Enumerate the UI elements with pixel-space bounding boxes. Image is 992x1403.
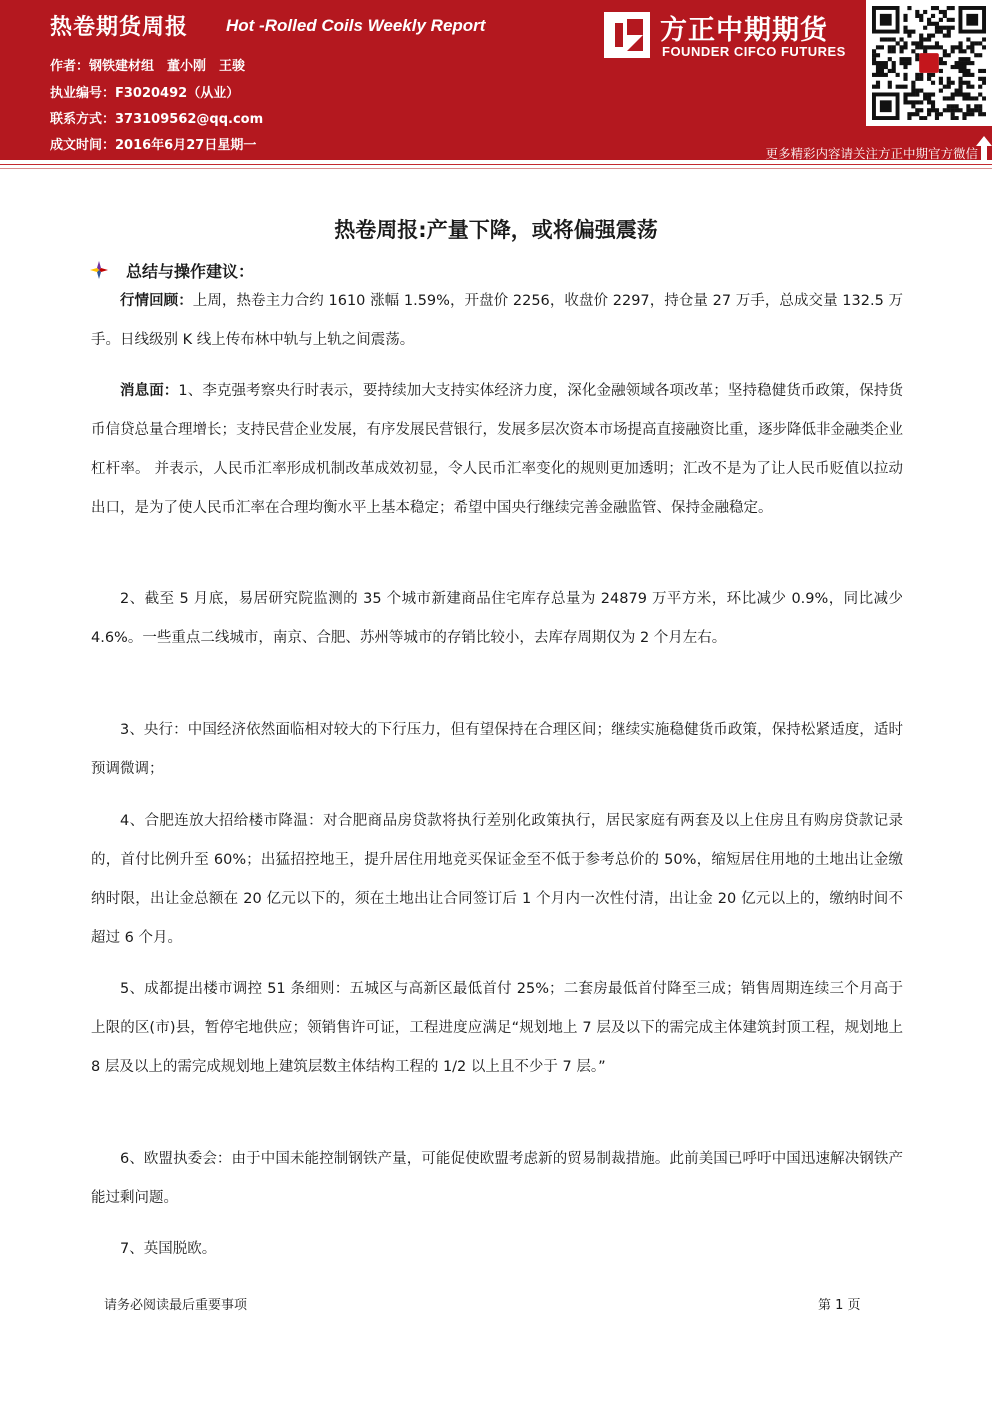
up-arrow-icon <box>976 136 992 160</box>
report-title-cn: 热卷期货周报 <box>50 15 189 40</box>
paragraph-text: 上周，热卷主力合约 1610 涨幅 1.59%，开盘价 2256，收盘价 2297，持仓量 27 万手，总成交量 132.5 万手。日线级别 K 线上传布林中轨与上轨之间震荡。 <box>91 293 903 348</box>
paragraph-lead: 行情回顾： <box>120 293 193 309</box>
paragraph-text: 4、合肥连放大招给楼市降温：对合肥商品房贷款将执行差别化政策执行，居民家庭有两套及以上住房且有购房贷款记录的，首付比例升至 60%；出猛招控地王，提升居住用地竞买保证金至不低于参考总价的 50%，缩短居住用地的土地出让金缴纳时限，出让金总额在 20 亿元以下的，须在土地出让合同签订后 1 个月内一次性付清，出让金 20 亿元以上的，缴纳时间不超过 6 个月。 <box>91 813 903 946</box>
company-name-cn: 方正中期期货 <box>660 15 828 46</box>
paragraph-news-6 <box>91 1140 903 1218</box>
diamond-bullet-icon <box>90 261 108 279</box>
report-title-en: Hot -Rolled Coils Weekly Report <box>226 16 486 35</box>
company-logo <box>604 8 856 68</box>
author-line: 作者：钢铁建材组 董小刚 王骏 <box>50 59 246 74</box>
date-line: 成文时间：2016年6月27日星期一 <box>50 138 257 153</box>
paragraph-news-1 <box>91 372 903 528</box>
paragraph-text: 7、英国脱欧。 <box>120 1241 217 1257</box>
header-divider <box>0 162 992 178</box>
paragraph-text: 3、央行：中国经济依然面临相对较大的下行压力，但有望保持在合理区间；继续实施稳健货币政策，保持松紧适度，适时预调微调； <box>91 722 903 777</box>
paragraph-news-3 <box>91 711 903 789</box>
paragraph-text: 2、截至 5 月底，易居研究院监测的 35 个城市新建商品住宅库存总量为 24879 万平方米，环比减少 0.9%，同比减少 4.6%。一些重点二线城市，南京、合肥、苏州等城市的存销比较小，去库存周期仅为 2 个月左右。 <box>91 591 903 646</box>
license-line: 执业编号：F3020492（从业） <box>50 86 240 101</box>
paragraph-text: 5、成都提出楼市调控 51 条细则：五城区与高新区最低首付 25%；二套房最低首付降至三成；销售周期连续三个月高于上限的区(市)县，暂停宅地供应；领销售许可证，工程进度应满足“规划地上 7 层及以下的需完成主体建筑封顶工程，规划地上 8 层及以上的需完成规划地上建筑层数主体结构工程的 1/2 以上且不少于 7 层。” <box>91 981 903 1075</box>
contact-line: 联系方式：373109562@qq.com <box>50 112 264 127</box>
follow-wechat-text: 更多精彩内容请关注方正中期官方微信 <box>765 146 978 160</box>
page-number: 第 1 页 <box>818 1298 861 1313</box>
company-name-en: FOUNDER CIFCO FUTURES <box>662 44 846 59</box>
paragraph-news-2 <box>91 580 903 658</box>
paragraph-lead: 消息面： <box>120 383 179 399</box>
qr-code-icon <box>872 6 986 120</box>
footer-notice: 请务必阅读最后重要事项 <box>104 1298 248 1313</box>
paragraph-news-7 <box>91 1230 903 1269</box>
paragraph-news-5 <box>91 970 903 1087</box>
founder-logo-mark-icon <box>604 12 650 58</box>
paragraph-news-4 <box>91 802 903 958</box>
section-heading-text: 总结与操作建议： <box>126 262 255 281</box>
report-header <box>0 0 992 160</box>
wechat-qr-code[interactable] <box>866 0 992 126</box>
paragraph-text: 6、欧盟执委会：由于中国未能控制钢铁产量，可能促使欧盟考虑新的贸易制裁措施。此前美国已呼吁中国迅速解决钢铁产能过剩问题。 <box>91 1151 903 1206</box>
paragraph-market-review <box>91 282 903 360</box>
paragraph-text: 1、李克强考察央行时表示，要持续加大支持实体经济力度，深化金融领域各项改革；坚持稳健货币政策，保持货币信贷总量合理增长；支持民营企业发展，有序发展民营银行，发展多层次资本市场提高直接融资比重，逐步降低非金融类企业杠杆率。 并表示，人民币汇率形成机制改革成效初显，令人民币汇率变化的规则更加透明；汇改不是为了让人民币贬值以拉动出口，是为了使人民币汇率在合理均衡水平上基本稳定；希望中国央行继续完善金融监管、保持金融稳定。 <box>91 383 903 516</box>
document-title: 热卷周报:产量下降，或将偏强震荡 <box>334 218 658 242</box>
